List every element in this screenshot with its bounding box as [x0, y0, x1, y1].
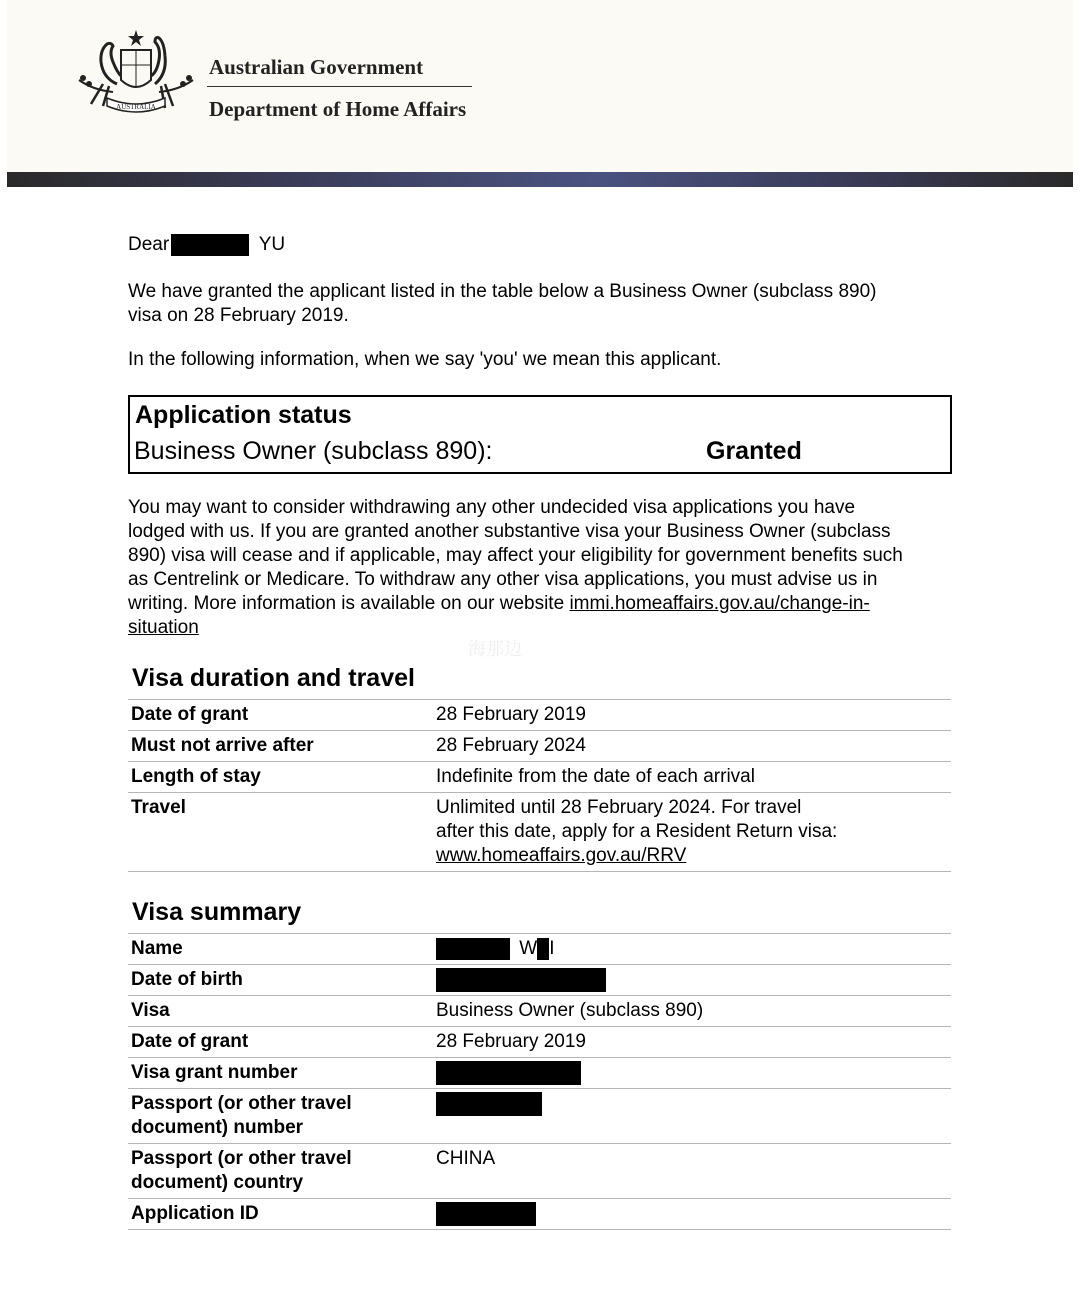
watermark: 海那边	[468, 639, 522, 659]
table-row: Length of stay Indefinite from the date of each arrival	[128, 761, 951, 792]
duration-section-title: Visa duration and travel	[132, 664, 415, 692]
grant-paragraph: We have granted the applicant listed in the table below a Business Owner (subclass 890) visa on 28 February 2019.	[128, 281, 877, 326]
table-row: Date of grant 28 February 2019	[128, 1026, 951, 1057]
redaction-block	[436, 968, 606, 992]
government-name: Australian Government	[209, 55, 424, 79]
rrv-link[interactable]: www.homeaffairs.gov.au/RRV	[436, 845, 687, 866]
svg-text:AUSTRALIA: AUSTRALIA	[116, 103, 156, 111]
header-band	[7, 172, 1073, 187]
letterhead-divider	[207, 86, 472, 87]
change-in-situation-link[interactable]: immi.homeaffairs.gov.au/change-in-	[569, 593, 870, 614]
table-row: Visa grant number	[128, 1057, 951, 1088]
summary-section-title: Visa summary	[132, 898, 302, 926]
table-row: Name W I	[128, 933, 951, 964]
redaction-block	[171, 234, 249, 256]
table-row: Date of grant 28 February 2019	[128, 699, 951, 730]
applicant-note: In the following information, when we say 'you' we mean this applicant.	[128, 349, 722, 370]
withdraw-notice: You may want to consider withdrawing any other undecided visa applications you have lodged with us. If you are granted another substantive visa your Business Owner (subclass 890) visa will cease and if applicable, may affect your eligibility for government benefits such as Centrelink or Medicare. To withdraw any other visa applications, you must advise us in writing. More information is available on our website immi.homeaffairs.gov.au/change-in- situation	[128, 496, 958, 640]
summary-table	[128, 933, 951, 1230]
table-row: Date of birth	[128, 964, 951, 995]
letterhead	[7, 0, 1073, 172]
redaction-block	[537, 938, 549, 960]
redaction-block	[436, 938, 510, 960]
table-row: Travel Unlimited until 28 February 2024. For travel after this date, apply for a Resident Return visa: www.homeaffairs.gov.au/RRV	[128, 792, 951, 872]
status-value: Granted	[706, 437, 802, 465]
redaction-block	[436, 1202, 536, 1226]
table-row: Passport (or other travel document) number	[128, 1088, 951, 1143]
duration-table	[128, 699, 951, 872]
status-title: Application status	[135, 401, 352, 429]
status-label: Business Owner (subclass 890):	[134, 437, 493, 465]
department-name: Department of Home Affairs	[209, 97, 467, 121]
salutation: Dear YU	[128, 234, 286, 255]
change-in-situation-link-cont[interactable]: situation	[128, 617, 199, 638]
table-row: Must not arrive after 28 February 2024	[128, 730, 951, 761]
coat-of-arms-icon	[73, 28, 199, 124]
surname: YU	[258, 234, 286, 255]
table-row: Application ID	[128, 1198, 951, 1230]
redaction-block	[436, 1061, 581, 1085]
application-status-box	[128, 395, 952, 474]
table-row: Passport (or other travel document) country CHINA	[128, 1143, 951, 1198]
table-row: Visa Business Owner (subclass 890)	[128, 995, 951, 1026]
redaction-block	[436, 1092, 542, 1116]
